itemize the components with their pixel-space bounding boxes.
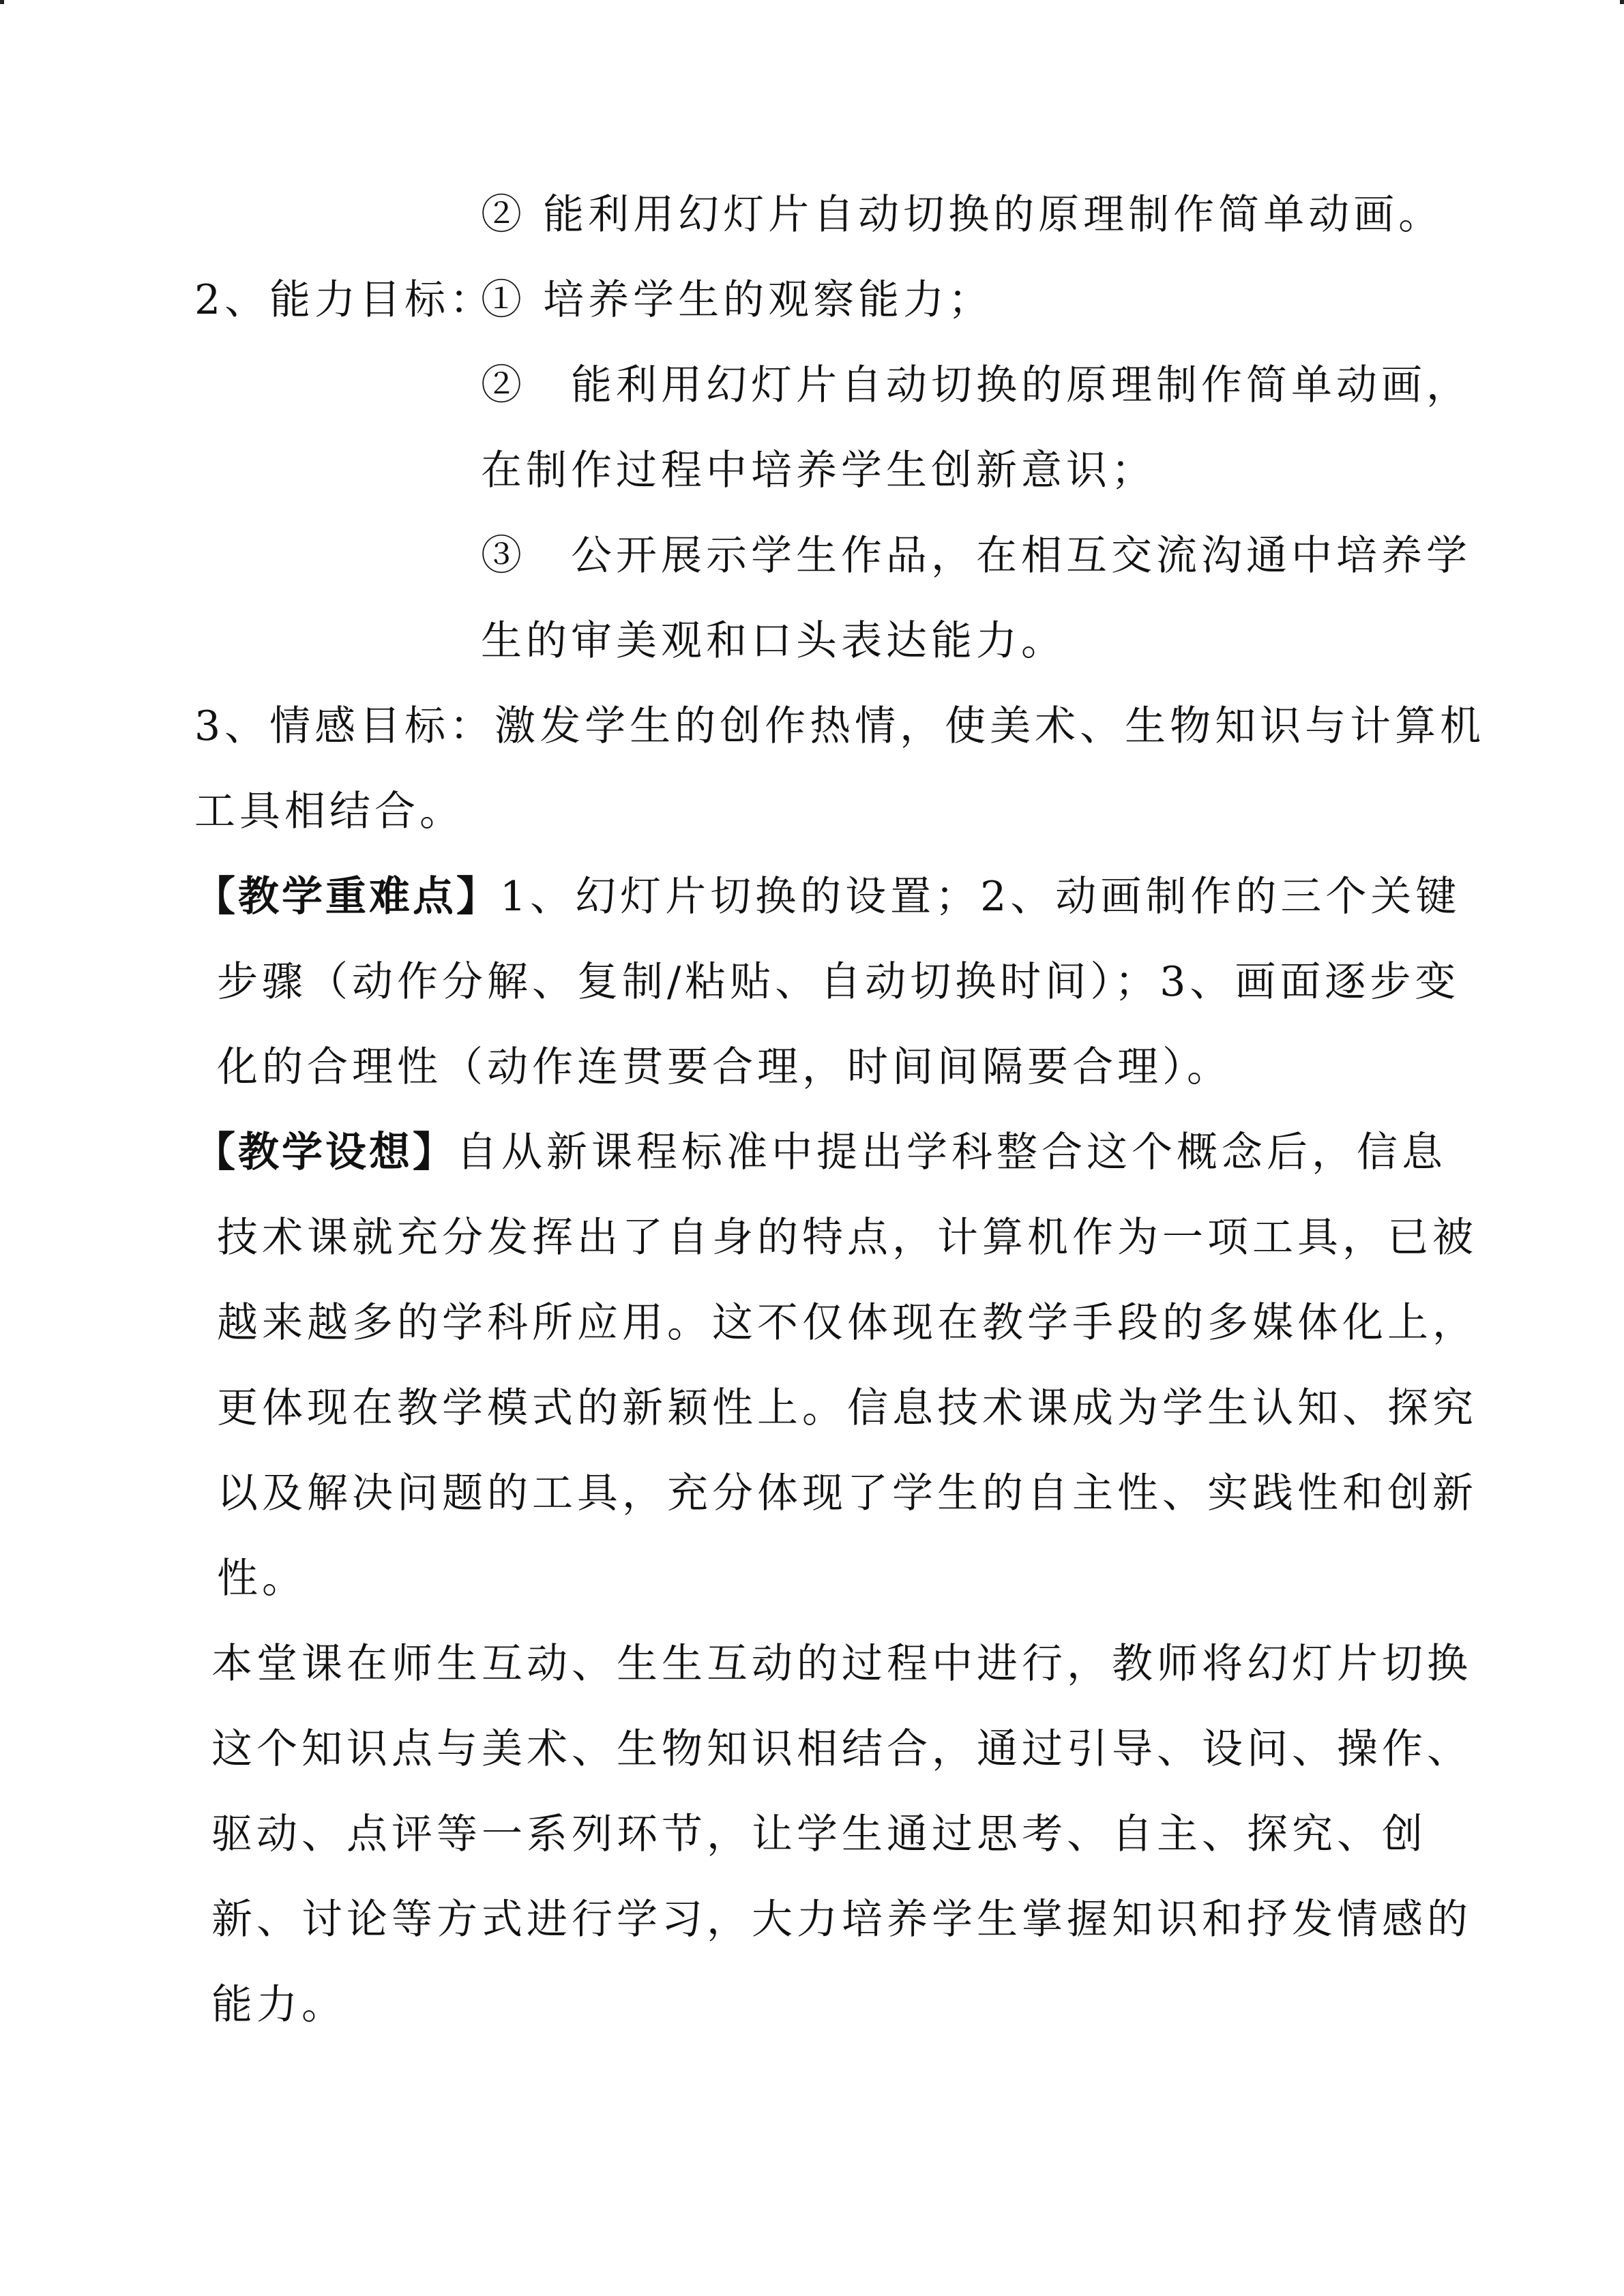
ability-goal-label: 2、能力目标： [194, 276, 495, 324]
emotion-goal-line-1: 3、情感目标：激发学生的创作热情，使美术、生物知识与计算机 [194, 702, 1486, 750]
design-line-1 [194, 1125, 1447, 1180]
corner-mark-right [1620, 0, 1624, 4]
key-points-heading: 【教学重难点】 [194, 873, 500, 921]
closing-line-4: 新、讨论等方式进行学习，大力培养学生掌握知识和抒发情感的 [211, 1896, 1472, 1943]
key-points-text-1: 1、幻灯片切换的设置；2、动画制作的三个关键 [500, 873, 1461, 921]
design-line-3: 越来越多的学科所应用。这不仅体现在教学手段的多媒体化上， [217, 1299, 1477, 1347]
corner-mark-left [0, 0, 4, 4]
design-line-2: 技术课就充分发挥出了自身的特点，计算机作为一项工具，已被 [217, 1214, 1477, 1262]
ability-goal-item-2-line-1: ② 能利用幻灯片自动切换的原理制作简单动画， [481, 361, 1471, 409]
design-line-5: 以及解决问题的工具，充分体现了学生的自主性、实践性和创新 [217, 1470, 1477, 1517]
ability-goal-item-3-line-1: ③ 公开展示学生作品，在相互交流沟通中培养学 [481, 532, 1471, 580]
ability-goal-item-2-line-2: 在制作过程中培养学生创新意识； [481, 447, 1156, 494]
design-heading: 【教学设想】 [194, 1129, 456, 1176]
closing-line-2: 这个知识点与美术、生物知识相结合，通过引导、设问、操作、 [211, 1725, 1472, 1773]
design-line-6: 性。 [217, 1555, 307, 1602]
closing-line-1: 本堂课在师生互动、生生互动的过程中进行，教师将幻灯片切换 [211, 1640, 1472, 1688]
ability-goal-item-3-line-2: 生的审美观和口头表达能力。 [481, 617, 1066, 665]
emotion-goal-line-2: 工具相结合。 [194, 788, 464, 835]
knowledge-goal-item-2: ② 能利用幻灯片自动切换的原理制作简单动画。 [481, 191, 1444, 239]
closing-line-3: 驱动、点评等一系列环节，让学生通过思考、自主、探究、创 [211, 1810, 1427, 1858]
key-points-line-3: 化的合理性（动作连贯要合理，时间间隔要合理）。 [217, 1043, 1232, 1091]
closing-line-5: 能力。 [211, 1981, 346, 2029]
key-points-line-2: 步骤（动作分解、复制/粘贴、自动切换时间）；3、画面逐步变 [217, 958, 1460, 1006]
ability-goal-item-1: ① 培养学生的观察能力； [481, 276, 994, 324]
design-line-4: 更体现在教学模式的新颖性上。信息技术课成为学生认知、探究 [217, 1384, 1477, 1432]
design-text-1: 自从新课程标准中提出学科整合这个概念后，信息 [456, 1129, 1447, 1176]
key-points-line-1 [194, 869, 1460, 924]
